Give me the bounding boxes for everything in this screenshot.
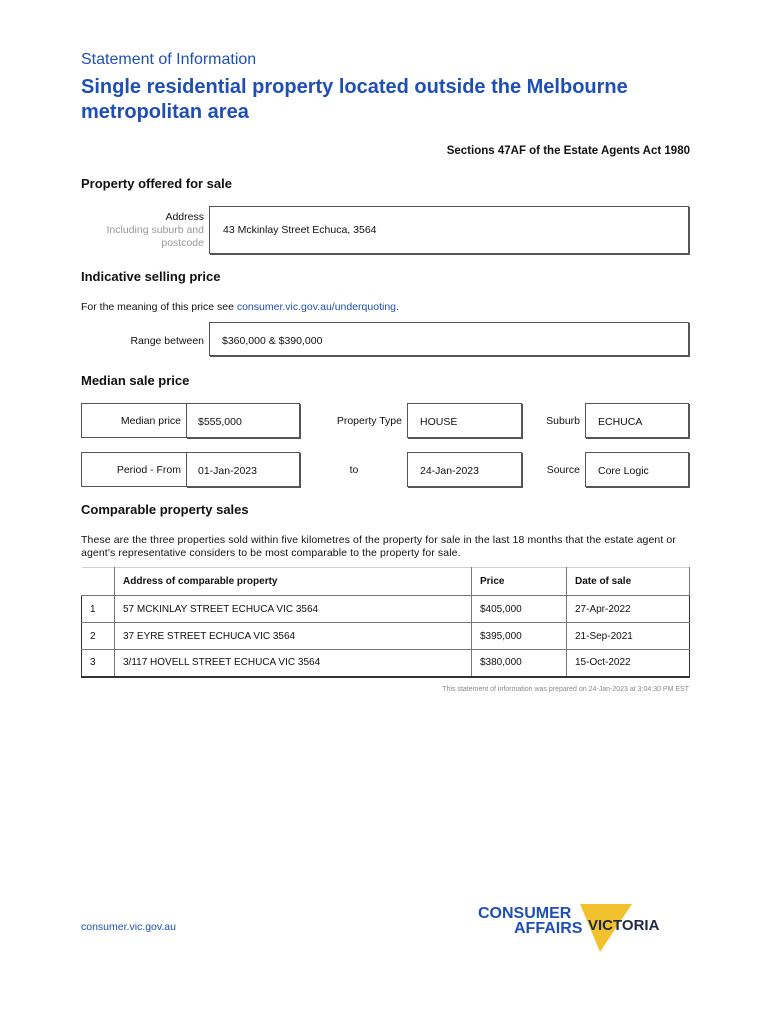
consumer-affairs-victoria-logo	[476, 900, 676, 954]
table-header-price: Price	[472, 568, 567, 596]
median-price-field	[186, 403, 300, 438]
row-price: $395,000	[472, 623, 567, 650]
source-field	[585, 452, 689, 487]
address-sublabel-2: postcode	[161, 237, 204, 249]
period-to-label: to	[349, 464, 359, 476]
row-index: 3	[82, 650, 115, 677]
table-row	[82, 650, 690, 677]
address-label: Address	[165, 211, 204, 223]
row-address: 37 EYRE STREET ECHUCA VIC 3564	[115, 623, 472, 650]
indicative-intro-text: For the meaning of this price see	[81, 301, 237, 313]
period-from-field	[186, 452, 300, 487]
median-heading: Median sale price	[81, 373, 190, 388]
footer-site-link[interactable]: consumer.vic.gov.au	[81, 921, 176, 933]
row-index: 2	[82, 623, 115, 650]
table-header-row	[82, 568, 690, 596]
indicative-intro	[81, 301, 399, 313]
logo-line-3: VICTORIA	[588, 917, 660, 934]
act-reference: Sections 47AF of the Estate Agents Act 1980	[446, 145, 690, 157]
comparable-heading: Comparable property sales	[81, 502, 249, 517]
suburb-value: ECHUCA	[598, 416, 643, 428]
prepared-footnote: This statement of information was prepared on 24-Jan-2023 at 3:04:30 PM EST	[442, 686, 689, 693]
suburb-label: Suburb	[546, 415, 580, 427]
indicative-heading: Indicative selling price	[81, 269, 221, 284]
comparable-intro: These are the three properties sold within five kilometres of the property for sale in the last 18 months that the estate agent or agent’s representative considers to be most comparable to the property for sale.	[81, 534, 676, 559]
row-date: 27-Apr-2022	[567, 596, 690, 623]
table-row	[82, 623, 690, 650]
median-price-value: $555,000	[198, 416, 242, 428]
property-type-field	[407, 403, 522, 438]
range-value: $360,000 & $390,000	[222, 335, 323, 347]
logo-line-1: CONSUMER	[478, 905, 572, 922]
source-value: Core Logic	[598, 465, 649, 477]
logo-line-2: AFFAIRS	[514, 920, 583, 937]
row-price: $380,000	[472, 650, 567, 677]
underquoting-link[interactable]: consumer.vic.gov.au/underquoting	[236, 301, 396, 313]
median-price-label: Median price	[120, 415, 181, 427]
table-header-date: Date of sale	[567, 568, 690, 596]
comparable-table	[81, 567, 690, 678]
row-index: 1	[82, 596, 115, 623]
period-from-label: Period - From	[116, 464, 181, 476]
document-subtitle: Statement of Information	[81, 51, 257, 68]
row-price: $405,000	[472, 596, 567, 623]
period-to-value: 24-Jan-2023	[420, 465, 479, 477]
row-date: 21-Sep-2021	[567, 623, 690, 650]
property-type-value: HOUSE	[420, 416, 458, 428]
table-header-address: Address of comparable property	[115, 568, 472, 596]
document-title: Single residential property located outside the Melbourne metropolitan area	[81, 76, 628, 123]
period-to-field	[407, 452, 522, 487]
indicative-intro-end: .	[396, 301, 399, 313]
property-type-label: Property Type	[336, 415, 402, 427]
table-header-index	[82, 568, 115, 596]
period-from-value: 01-Jan-2023	[198, 465, 257, 477]
range-field	[209, 322, 689, 356]
address-label-block	[81, 211, 204, 250]
row-date: 15-Oct-2022	[567, 650, 690, 677]
address-field	[209, 206, 689, 254]
address-value: 43 Mckinlay Street Echuca, 3564	[223, 224, 377, 236]
property-heading: Property offered for sale	[81, 176, 232, 191]
address-sublabel-1: Including suburb and	[106, 224, 204, 236]
suburb-field	[585, 403, 689, 438]
table-row	[82, 596, 690, 623]
row-address: 3/117 HOVELL STREET ECHUCA VIC 3564	[115, 650, 472, 677]
source-label: Source	[546, 464, 580, 476]
range-label: Range between	[130, 335, 204, 347]
row-address: 57 MCKINLAY STREET ECHUCA VIC 3564	[115, 596, 472, 623]
